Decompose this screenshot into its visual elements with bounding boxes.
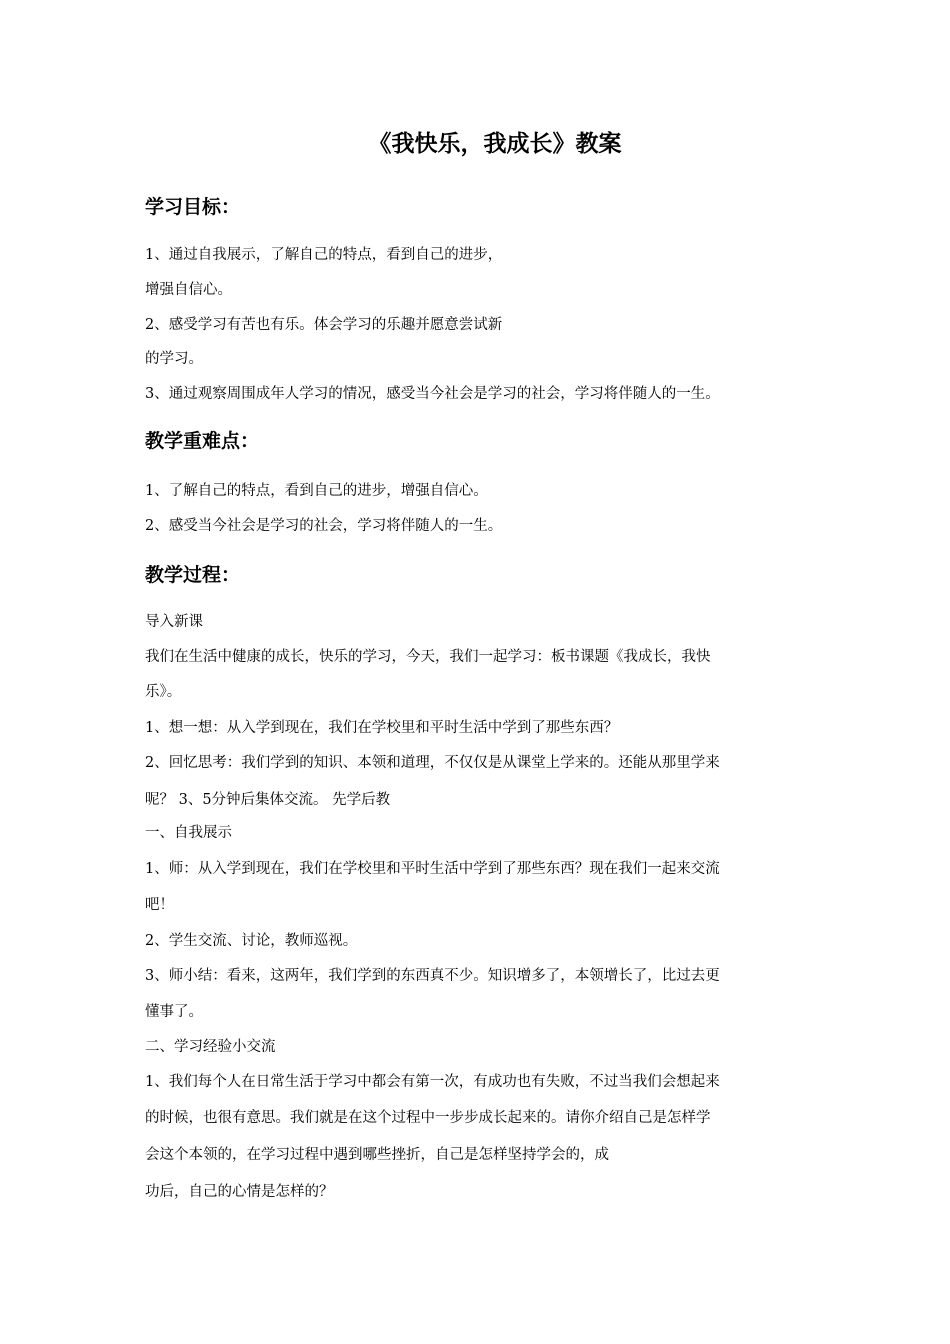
document-title: 《我快乐，我成长》教案 — [368, 131, 622, 157]
section-heading-goals: 学习目标： — [145, 196, 241, 218]
process-line: 乐》。 — [145, 684, 182, 700]
key-points-line: 1、了解自己的特点，看到自己的进步，增强自信心。 — [145, 483, 488, 499]
process-line: 一、自我展示 — [145, 825, 232, 841]
section-heading-key-points: 教学重难点： — [145, 430, 260, 452]
process-line: 会这个本领的，在学习过程中遇到哪些挫折，自己是怎样坚持学会的，成 — [145, 1147, 609, 1163]
process-line: 呢？ 3、5分钟后集体交流。 先学后教 — [145, 792, 391, 808]
process-line: 1、师：从入学到现在，我们在学校里和平时生活中学到了那些东西？现在我们一起来交流 — [145, 861, 720, 877]
process-line: 2、回忆思考：我们学到的知识、本领和道理，不仅仅是从课堂上学来的。还能从那里学来 — [145, 755, 720, 771]
process-line: 的时候，也很有意思。我们就是在这个过程中一步步成长起来的。请你介绍自己是怎样学 — [145, 1110, 711, 1126]
process-line: 懂事了。 — [145, 1004, 203, 1020]
process-line: 1、想一想：从入学到现在，我们在学校里和平时生活中学到了那些东西？ — [145, 720, 619, 736]
process-line: 3、师小结：看来，这两年，我们学到的东西真不少。知识增多了，本领增长了，比过去更 — [145, 968, 720, 984]
process-line: 2、学生交流、讨论，教师巡视。 — [145, 933, 358, 949]
process-line: 二、学习经验小交流 — [145, 1039, 276, 1055]
goals-line: 2、感受学习有苦也有乐。体会学习的乐趣并愿意尝试新 — [145, 317, 503, 333]
process-line: 我们在生活中健康的成长，快乐的学习，今天，我们一起学习：板书课题《我成长，我快 — [145, 649, 711, 665]
key-points-line: 2、感受当今社会是学习的社会，学习将伴随人的一生。 — [145, 518, 503, 534]
goals-line: 的学习。 — [145, 351, 203, 367]
process-line: 导入新课 — [145, 614, 203, 630]
process-line: 1、我们每个人在日常生活于学习中都会有第一次，有成功也有失败，不过当我们会想起来 — [145, 1074, 720, 1090]
process-line: 功后，自己的心情是怎样的？ — [145, 1184, 334, 1200]
section-heading-process: 教学过程： — [145, 564, 241, 586]
goals-line: 1、通过自我展示，了解自己的特点，看到自己的进步， — [145, 247, 503, 263]
goals-line: 增强自信心。 — [145, 282, 232, 298]
goals-line: 3、通过观察周围成年人学习的情况，感受当今社会是学习的社会，学习将伴随人的一生。 — [145, 386, 720, 402]
process-line: 吧！ — [145, 897, 174, 913]
